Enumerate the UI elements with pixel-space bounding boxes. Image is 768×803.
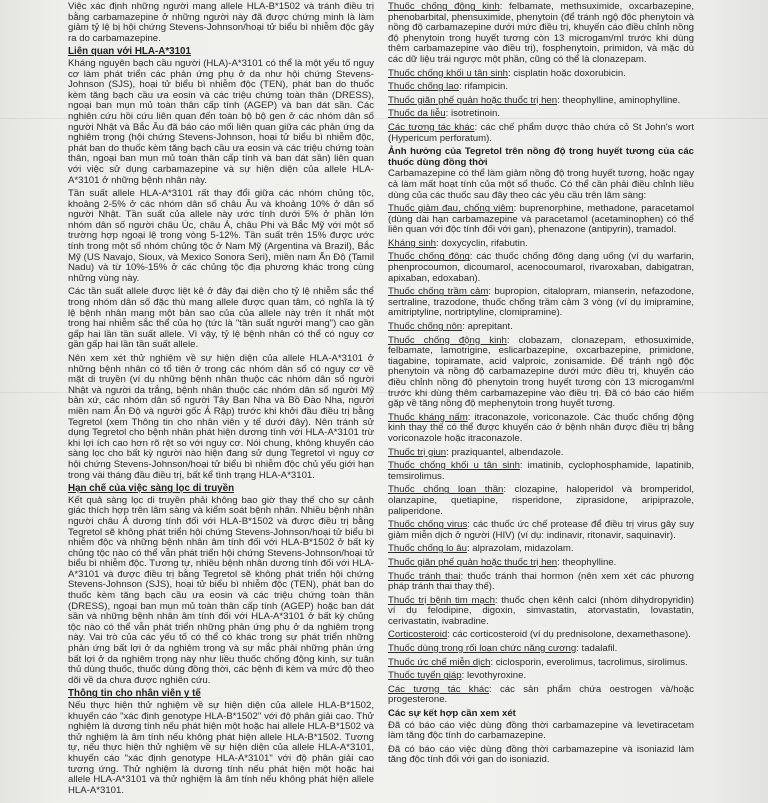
drug-list-text: : clozapine, haloperidol và bromperidol, olanzapine, quetiapine, risperidone, ziprasidone, aripiprazole, paliperidone. <box>388 484 694 517</box>
drug-interaction-item <box>388 448 694 459</box>
drug-interaction-item <box>388 204 694 236</box>
drug-class-label: Thuốc chống đông <box>388 251 470 263</box>
paragraph: Nếu thực hiện thử nghiệm về sự hiện diện của allele HLA-B*1502, khuyến cáo "xác định genotype HLA-B*1502" với độ phân giải cao. Thử nghiệm là dương tính nếu phát hiện một hoặc hai allele HLA-B*1502 và thử nghiệm là âm tính nếu không phát hiện allele HLA-B*1502. Tương tự, nếu thực hiện thử nghiệm về sự hiện diện của allele HLA-A*3101, khuyến cáo "xác định genotype HLA-A*3101" với độ phân giải cao tương ứng. Thử nghiệm là dương tính nếu phát hiện một hoặc hai allele HLA-A*3101 và thử nghiệm là âm tính nếu không phát hiện allele HLA-A*3101. <box>68 700 374 796</box>
drug-class-label: Corticosteroid <box>388 629 448 641</box>
paragraph: Các tần suất allele được liệt kê ở đây đại diện cho tỷ lệ nhiễm sắc thể trong nhóm dân số đặc thù mang allele được quan tâm, có nghĩa là tỷ lệ bệnh nhân mang một bản sao của của allele này trên ít nhất một trong hai nhiễm sắc thể của họ (tức là "tần suất người mang") cao gần gấp hai lần tần suất allele. Vì vậy, tỷ lệ bệnh nhân có thể có nguy cơ gần gấp hai lần tần suất allele. <box>68 286 374 351</box>
drug-list-text: : doxycyclin, rifabutin. <box>436 237 528 249</box>
drug-class-label: Thuốc chống nôn <box>388 321 463 333</box>
drug-class-label: Thuốc tránh thai <box>388 570 461 582</box>
section-heading-combinations: Các sự kết hợp cần xem xét <box>388 708 516 720</box>
drug-list-text: : ciclosporin, everolimus, tacrolimus, sirolimus. <box>490 656 688 668</box>
drug-interaction-item <box>388 685 694 706</box>
drug-list-text: : isotretinoin. <box>445 108 501 120</box>
drug-interaction-item <box>388 572 694 593</box>
drug-interaction-item <box>388 544 694 555</box>
drug-list-text: : aprepitant. <box>462 321 513 333</box>
paragraph: Kháng nguyên bạch cầu người (HLA)-A*3101 có thể là một yếu tố nguy cơ làm phát triển các phản ứng phụ ở da như hội chứng Stevens-Johnson (SJS), hoại tử biểu bì nhiễm độc (TEN), phát ban do thuốc kèm tăng bạch cầu ưa eosin và các triệu chứng toàn thân (DRESS), ngoại ban mụn mủ toàn thân cấp tính (AGEP) và ban dát sần. Các nghiên cứu hồi cứu liên quan đến toàn bộ bộ gen ở các nhóm dân số người Nhật và Bắc Âu đã báo cáo mối liên quan giữa các phản ứng da nghiêm trọng (hội chứng Stevens-Johnson, hoại tử biểu bì nhiễm độc, phát ban do thuốc kèm tăng bạch cầu ưa eosin và các triệu chứng toàn thân, ngoại ban mụn mủ toàn thân cấp tính và ban dát sần) liên quan với việc sử dụng carbamazepine và sự hiện diện của allele HLA-A*3101 ở những bệnh nhân này. <box>68 57 374 186</box>
drug-interaction-item <box>388 96 694 107</box>
drug-class-label: Thuốc chống lo âu <box>388 543 467 555</box>
drug-interaction-item <box>388 630 694 641</box>
drug-class-label: Thuốc kháng nấm <box>388 411 468 423</box>
paragraph: Kết quả sàng lọc di truyền phải không bao giờ thay thế cho sự cảnh giác thích hợp trên lâm sàng và kiểm soát bệnh nhân. Nhiều bệnh nhân người châu Á dương tính đối với HLA-B*1502 và được điều trị bằng Tegretol sẽ không phát triển hội chứng Stevens-Johnson/hoại tử biểu bì nhiễm độc và những bệnh nhân âm tính đối với HLA-B*1502 ở bất kỳ chủng tộc nào có thể vẫn phát triển hội chứng Stevens-Johnson/hoại tử biểu bì nhiễm độc. Tương tự, nhiều bệnh nhân dương tính đối với HLA-A*3101 và được điều trị bằng Tegretol sẽ không phát triển hội chứng Stevens-Johnson (SJS), hoại tử biểu bì nhiễm độc (TEN), phát ban do thuốc kèm tăng bạch cầu ưa eosin và các triệu chứng toàn thân (DRESS), ngoại ban mụn mủ toàn thân cấp tính (AGEP) hoặc ban dát sần và những bệnh nhân âm tính đối với HLA-A*3101 ở bất kỳ chủng tộc nào có thể vẫn phát triển những phản ứng phụ ở da nghiêm trọng này. Vai trò của các yếu tố có thể có khác trong sự phát triển những phản ứng bất lợi ở da nghiêm trọng và sự mắc phải những phản ứng bất lợi ở da nghiêm trọng này như liều thuốc chống động kinh, sự tuân thủ dùng thuốc, thuốc dùng đồng thời, các bệnh đi kèm và mức độ theo dõi về da chưa được nghiên cứu. <box>68 494 374 686</box>
drug-class-label: Các tương tác khác <box>388 683 490 695</box>
drug-class-label: Thuốc chống lao <box>388 81 459 93</box>
drug-class-label: Thuốc chống động kinh <box>388 2 500 12</box>
drug-list-text: : thuốc tránh thai hormon (nên xem xét các phương pháp tránh thai thay thế). <box>388 570 694 593</box>
drug-class-label: Thuốc trị bệnh tim mạch <box>388 594 495 606</box>
section-heading-tegretol-effect: Ảnh hưởng của Tegretol trên nồng độ trong huyết tương của các thuốc dùng đồng thời <box>388 146 694 168</box>
drug-class-label: Thuốc trị giun <box>388 446 447 458</box>
drug-list-text: : alprazolam, midazolam. <box>466 543 574 555</box>
drug-class-label: Thuốc chống khối u tân sinh <box>388 460 520 472</box>
drug-list-text: : clobazam, clonazepam, ethosuximide, felbamate, lamotrigine, eslicarbazepine, oxcarbazepine, primidone, tiagabine, topiramate, acid valproic, zonisamide. Để tránh ngộ độc phenytoin và nồng độ carbamazepine dưới mức điều trị, khuyến cáo điều chỉnh nồng độ phenytoin trong huyết tương còn 13 microgam/ml trước khi dùng thêm carbamazepine vào điều trị. Đã có báo cáo hiếm gặp về tăng nồng độ mephenytoin trong huyết tương. <box>388 334 694 410</box>
drug-interaction-item <box>388 658 694 669</box>
drug-interaction-item <box>388 671 694 682</box>
drug-class-label: Các tương tác khác <box>388 121 475 133</box>
drug-interaction-item <box>388 520 694 541</box>
left-column <box>68 2 374 803</box>
drug-class-label: Thuốc chống loạn thần <box>388 484 504 496</box>
drug-class-label: Thuốc giãn phế quản hoặc thuốc trị hen <box>388 94 558 106</box>
interaction-list <box>388 204 694 706</box>
drug-list-text: : theophylline, aminophylline. <box>557 94 681 106</box>
drug-class-label: Thuốc chống động kinh <box>388 334 507 346</box>
drug-interaction-item <box>388 69 694 80</box>
drug-list-text: : imatinib, cyclophosphamide, lapatinib, temsirolimus. <box>388 460 694 482</box>
paragraph: Nên xem xét thử nghiệm về sự hiện diện của allele HLA-A*3101 ở những bệnh nhân có tổ tiên ở trong các nhóm dân số có nguy cơ về mặt di truyền (ví dụ những bệnh nhân thuộc các nhóm dân số người Nhật và người da trắng, bệnh nhân thuộc các nhóm dân số người Mỹ bản xứ, các nhóm dân số người Tây Ban Nha và Bồ Đào Nha, người miền nam Ấn Độ và người gốc Ả Rập) trước khi khởi đầu điều trị bằng Tegretol (xem Thông tin cho nhân viên y tế dưới đây). Nên tránh sử dụng Tegretol cho bệnh nhân phát hiện dương tính với HLA-A*3101 trừ khi lợi ích cao hơn rõ rệt so với nguy cơ. Nói chung, không khuyến cáo sàng lọc cho bất kỳ người nào hiện đang sử dụng Tegretol vì nguy cơ hội chứng Stevens-Johnson/hoại tử biểu bì nhiễm độc chủ yếu giới hạn trong vài tháng đầu điều trị, bất kể tình trạng HLA-A*3101. <box>68 353 374 481</box>
right-column <box>388 2 694 803</box>
drug-interaction-item <box>388 644 694 655</box>
drug-list-text: : các thuốc chống đông dạng uống (ví dụ warfarin, phenprocoumon, dicoumarol, acenocoumarol, rivaroxaban, dabigatran, apixaban, edoxaban). <box>388 251 694 284</box>
drug-interaction-item <box>388 252 694 284</box>
drug-class-label: Thuốc da liễu <box>388 108 446 120</box>
drug-class-label: Thuốc giảm đau, chống viêm <box>388 203 514 215</box>
drug-list-text: : felbamate, methsuximide, oxcarbazepine, phenobarbital, phensuximide, phenytoin (để tránh ngộ độc phenytoin và nồng độ carbamazepine dưới mức điều trị, khuyến cáo điều chỉnh nồng độ phenytoin trong huyết tương còn 13 microgam/ml trước khi dùng thêm carbamazepine vào điều trị), fosphenytoin, primidon, và mặc dù các dữ liệu trái ngược một phần, cũng có thể là clonazepam. <box>388 2 694 65</box>
interaction-list-top <box>388 2 694 144</box>
drug-interaction-item <box>388 461 694 482</box>
paragraph: Đã có báo cáo việc dùng đồng thời carbamazepine và isoniazid làm tăng độc tính đối với gan do isoniazid. <box>388 743 694 766</box>
drug-interaction-item <box>388 2 694 66</box>
paragraph: Carbamazepine có thể làm giảm nồng độ trong huyết tương, hoặc ngay cả làm mất hoạt tính của một số thuốc. Có thể cần phải điều chỉnh liều dùng của các thuốc sau đây theo các yêu cầu trên lâm sàng: <box>388 168 694 201</box>
drug-interaction-item <box>388 239 694 250</box>
drug-interaction-item <box>388 287 694 319</box>
section-heading-hla-a3101: Liên quan với HLA-A*3101 <box>68 46 191 58</box>
drug-list-text: : cisplatin hoặc doxorubicin. <box>508 67 626 79</box>
drug-list-text: : tadalafil. <box>576 643 618 655</box>
drug-class-label: Thuốc chống trầm cảm <box>388 286 489 298</box>
drug-interaction-item <box>388 558 694 569</box>
paragraph: Đã có báo cáo việc dùng đồng thời carbamazepine và levetiracetam làm tăng độc tính do carbamazepine. <box>388 719 694 742</box>
section-heading-screening-limits: Hạn chế của việc sàng lọc di truyền <box>68 483 235 495</box>
drug-interaction-item <box>388 109 694 120</box>
drug-list-text: : các thuốc ức chế protease để điều trị virus gây suy giảm miễn dịch ở người (HIV) (ví dụ: indinavir, ritonavir, saquinavir). <box>388 519 694 541</box>
drug-class-label: Thuốc dùng trong rối loạn chức năng cương <box>388 643 577 655</box>
drug-list-text: : levothyroxine. <box>461 670 527 682</box>
drug-class-label: Thuốc giãn phế quản hoặc thuốc trị hen <box>388 556 558 568</box>
drug-class-label: Thuốc tuyến giáp <box>388 670 462 682</box>
paragraph: Tần suất allele HLA-A*3101 rất thay đổi giữa các nhóm chủng tộc, khoảng 2-5% ở các nhóm dân số châu Âu và khoảng 10% ở dân số người Nhật. Tần suất của allele này ước tính dưới 5% ở phần lớn nhóm dân số người châu Úc, châu Á, châu Phi và Bắc Mỹ với một số trường hợp ngoại lệ trong vòng 5-12%. Tần suất trên 15% được ước tính trong một số nhóm chủng tộc ở Nam Mỹ (Argentina và Brazil), Bắc Mỹ (US Navajo, Sioux, và Mexico Sonora Seri), miền nam Ấn Độ (Tamil Nadu) và từ 10%-15% ở các chủng tộc địa phương khác trong cùng những vùng này. <box>68 188 374 284</box>
drug-class-label: Kháng sinh <box>388 237 437 249</box>
drug-interaction-item <box>388 123 694 144</box>
drug-interaction-item <box>388 322 694 333</box>
drug-class-label: Thuốc chống khối u tân sinh <box>388 67 509 79</box>
drug-list-text: : rifampicin. <box>458 81 508 93</box>
drug-list-text: : itraconazole, voriconazole. Các thuốc chống động kinh thay thế có thể được khuyến cáo ở bệnh nhân được điều trị bằng voriconazole hoặc itraconazole. <box>388 411 694 444</box>
section-heading-staff-info: Thông tin cho nhân viên y tế <box>68 688 201 700</box>
drug-list-text: : thuốc chẹn kênh calci (nhóm dihydropyridin) ví dụ felodipine, digoxin, simvastatin, atorvastatin, lovastatin, cerivastatin, ivabradine. <box>388 594 694 627</box>
drug-class-label: Thuốc chống virus <box>388 519 468 531</box>
drug-list-text: : các corticosteroid (ví dụ prednisolone, dexamethasone). <box>447 629 691 641</box>
drug-list-text: : theophylline. <box>557 556 617 568</box>
drug-list-text: : bupropion, citalopram, mianserin, nefazodone, sertraline, trazodone, thuốc chống trầm cảm 3 vòng (ví dụ imipramine, amitriptyline, nortriptyline, clomipramine). <box>388 286 694 319</box>
drug-list-text: : praziquantel, albendazole. <box>446 446 564 458</box>
drug-list-text: : các chế phẩm dược thảo chứa cỏ St John's wort (Hypericum perforatum). <box>388 121 694 144</box>
drug-class-label: Thuốc ức chế miễn dịch <box>388 656 491 668</box>
drug-interaction-item <box>388 596 694 628</box>
drug-list-text: : các sản phẩm chứa oestrogen và/hoặc progesterone. <box>388 683 694 706</box>
drug-interaction-item <box>388 82 694 93</box>
drug-interaction-item <box>388 336 694 410</box>
drug-interaction-item <box>388 413 694 445</box>
drug-list-text: : buprenorphine, methadone, paracetamol (dùng dài hạn carbamazepine và paracetamol (acetaminophen) có thể liên quan với độc tính đối với gan), phenazone (antipyrin), tramadol. <box>388 203 694 236</box>
intro-paragraph: Việc xác định những người mang allele HLA-B*1502 và tránh điều trị bằng carbamazepine ở những người này đã được chứng minh là làm giảm tỷ lệ bị hội chứng Stevens-Johnson/hoại tử biểu bì nhiễm độc gây ra do carbamazepine. <box>68 2 374 44</box>
drug-interaction-item <box>388 485 694 517</box>
